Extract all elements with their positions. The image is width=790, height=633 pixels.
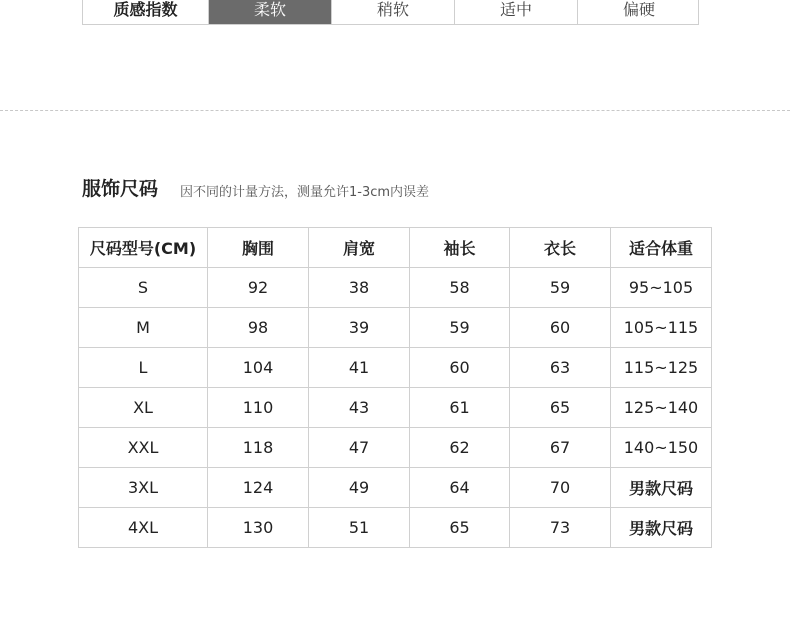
cell-sleeve: 61 <box>410 388 510 428</box>
cell-weight: 95~105 <box>611 268 712 308</box>
size-section-note: 因不同的计量方法，测量允许1-3cm内误差 <box>180 185 430 200</box>
cell-length: 67 <box>510 428 611 468</box>
texture-option-slightly-soft: 稍软 <box>332 0 455 24</box>
table-header-row <box>79 228 712 268</box>
cell-sleeve: 58 <box>410 268 510 308</box>
cell-size: M <box>79 308 208 348</box>
cell-shoulder: 47 <box>309 428 410 468</box>
cell-weight: 男款尺码 <box>611 508 712 548</box>
table-row <box>79 348 712 388</box>
cell-length: 73 <box>510 508 611 548</box>
cell-shoulder: 51 <box>309 508 410 548</box>
cell-chest: 118 <box>208 428 309 468</box>
cell-weight: 140~150 <box>611 428 712 468</box>
section-divider <box>0 110 790 111</box>
cell-sleeve: 59 <box>410 308 510 348</box>
texture-option-moderate: 适中 <box>455 0 578 24</box>
header-length: 衣长 <box>510 228 611 268</box>
header-size: 尺码型号(CM) <box>79 228 208 268</box>
table-row <box>79 268 712 308</box>
texture-index-label: 质感指数 <box>83 0 209 24</box>
texture-option-hard: 偏硬 <box>622 0 655 19</box>
cell-chest: 92 <box>208 268 309 308</box>
cell-chest: 110 <box>208 388 309 428</box>
cell-shoulder: 39 <box>309 308 410 348</box>
cell-sleeve: 60 <box>410 348 510 388</box>
size-chart-table <box>78 227 712 548</box>
table-row <box>79 428 712 468</box>
header-chest: 胸围 <box>208 228 309 268</box>
cell-sleeve: 62 <box>410 428 510 468</box>
cell-chest: 124 <box>208 468 309 508</box>
cell-length: 70 <box>510 468 611 508</box>
cell-shoulder: 38 <box>309 268 410 308</box>
header-sleeve: 袖长 <box>410 228 510 268</box>
cell-sleeve: 64 <box>410 468 510 508</box>
cell-shoulder: 49 <box>309 468 410 508</box>
size-section-title: 服饰尺码 <box>82 178 159 200</box>
cell-weight: 105~115 <box>611 308 712 348</box>
cell-weight: 125~140 <box>611 388 712 428</box>
cell-chest: 104 <box>208 348 309 388</box>
table-row <box>79 388 712 428</box>
cell-shoulder: 41 <box>309 348 410 388</box>
cell-size: XXL <box>79 428 208 468</box>
cell-shoulder: 43 <box>309 388 410 428</box>
cell-chest: 130 <box>208 508 309 548</box>
cell-weight: 115~125 <box>611 348 712 388</box>
cell-size: 4XL <box>79 508 208 548</box>
cell-sleeve: 65 <box>410 508 510 548</box>
cell-length: 65 <box>510 388 611 428</box>
texture-index-bar <box>82 0 699 25</box>
cell-size: L <box>79 348 208 388</box>
table-row <box>79 468 712 508</box>
texture-option-soft: 柔软 <box>209 0 332 24</box>
cell-chest: 98 <box>208 308 309 348</box>
cell-length: 59 <box>510 268 611 308</box>
cell-size: XL <box>79 388 208 428</box>
table-row <box>79 508 712 548</box>
cell-length: 63 <box>510 348 611 388</box>
header-shoulder: 肩宽 <box>309 228 410 268</box>
cell-size: 3XL <box>79 468 208 508</box>
cell-length: 60 <box>510 308 611 348</box>
table-row <box>79 308 712 348</box>
header-weight: 适合体重 <box>611 228 712 268</box>
cell-weight: 男款尺码 <box>611 468 712 508</box>
cell-size: S <box>79 268 208 308</box>
